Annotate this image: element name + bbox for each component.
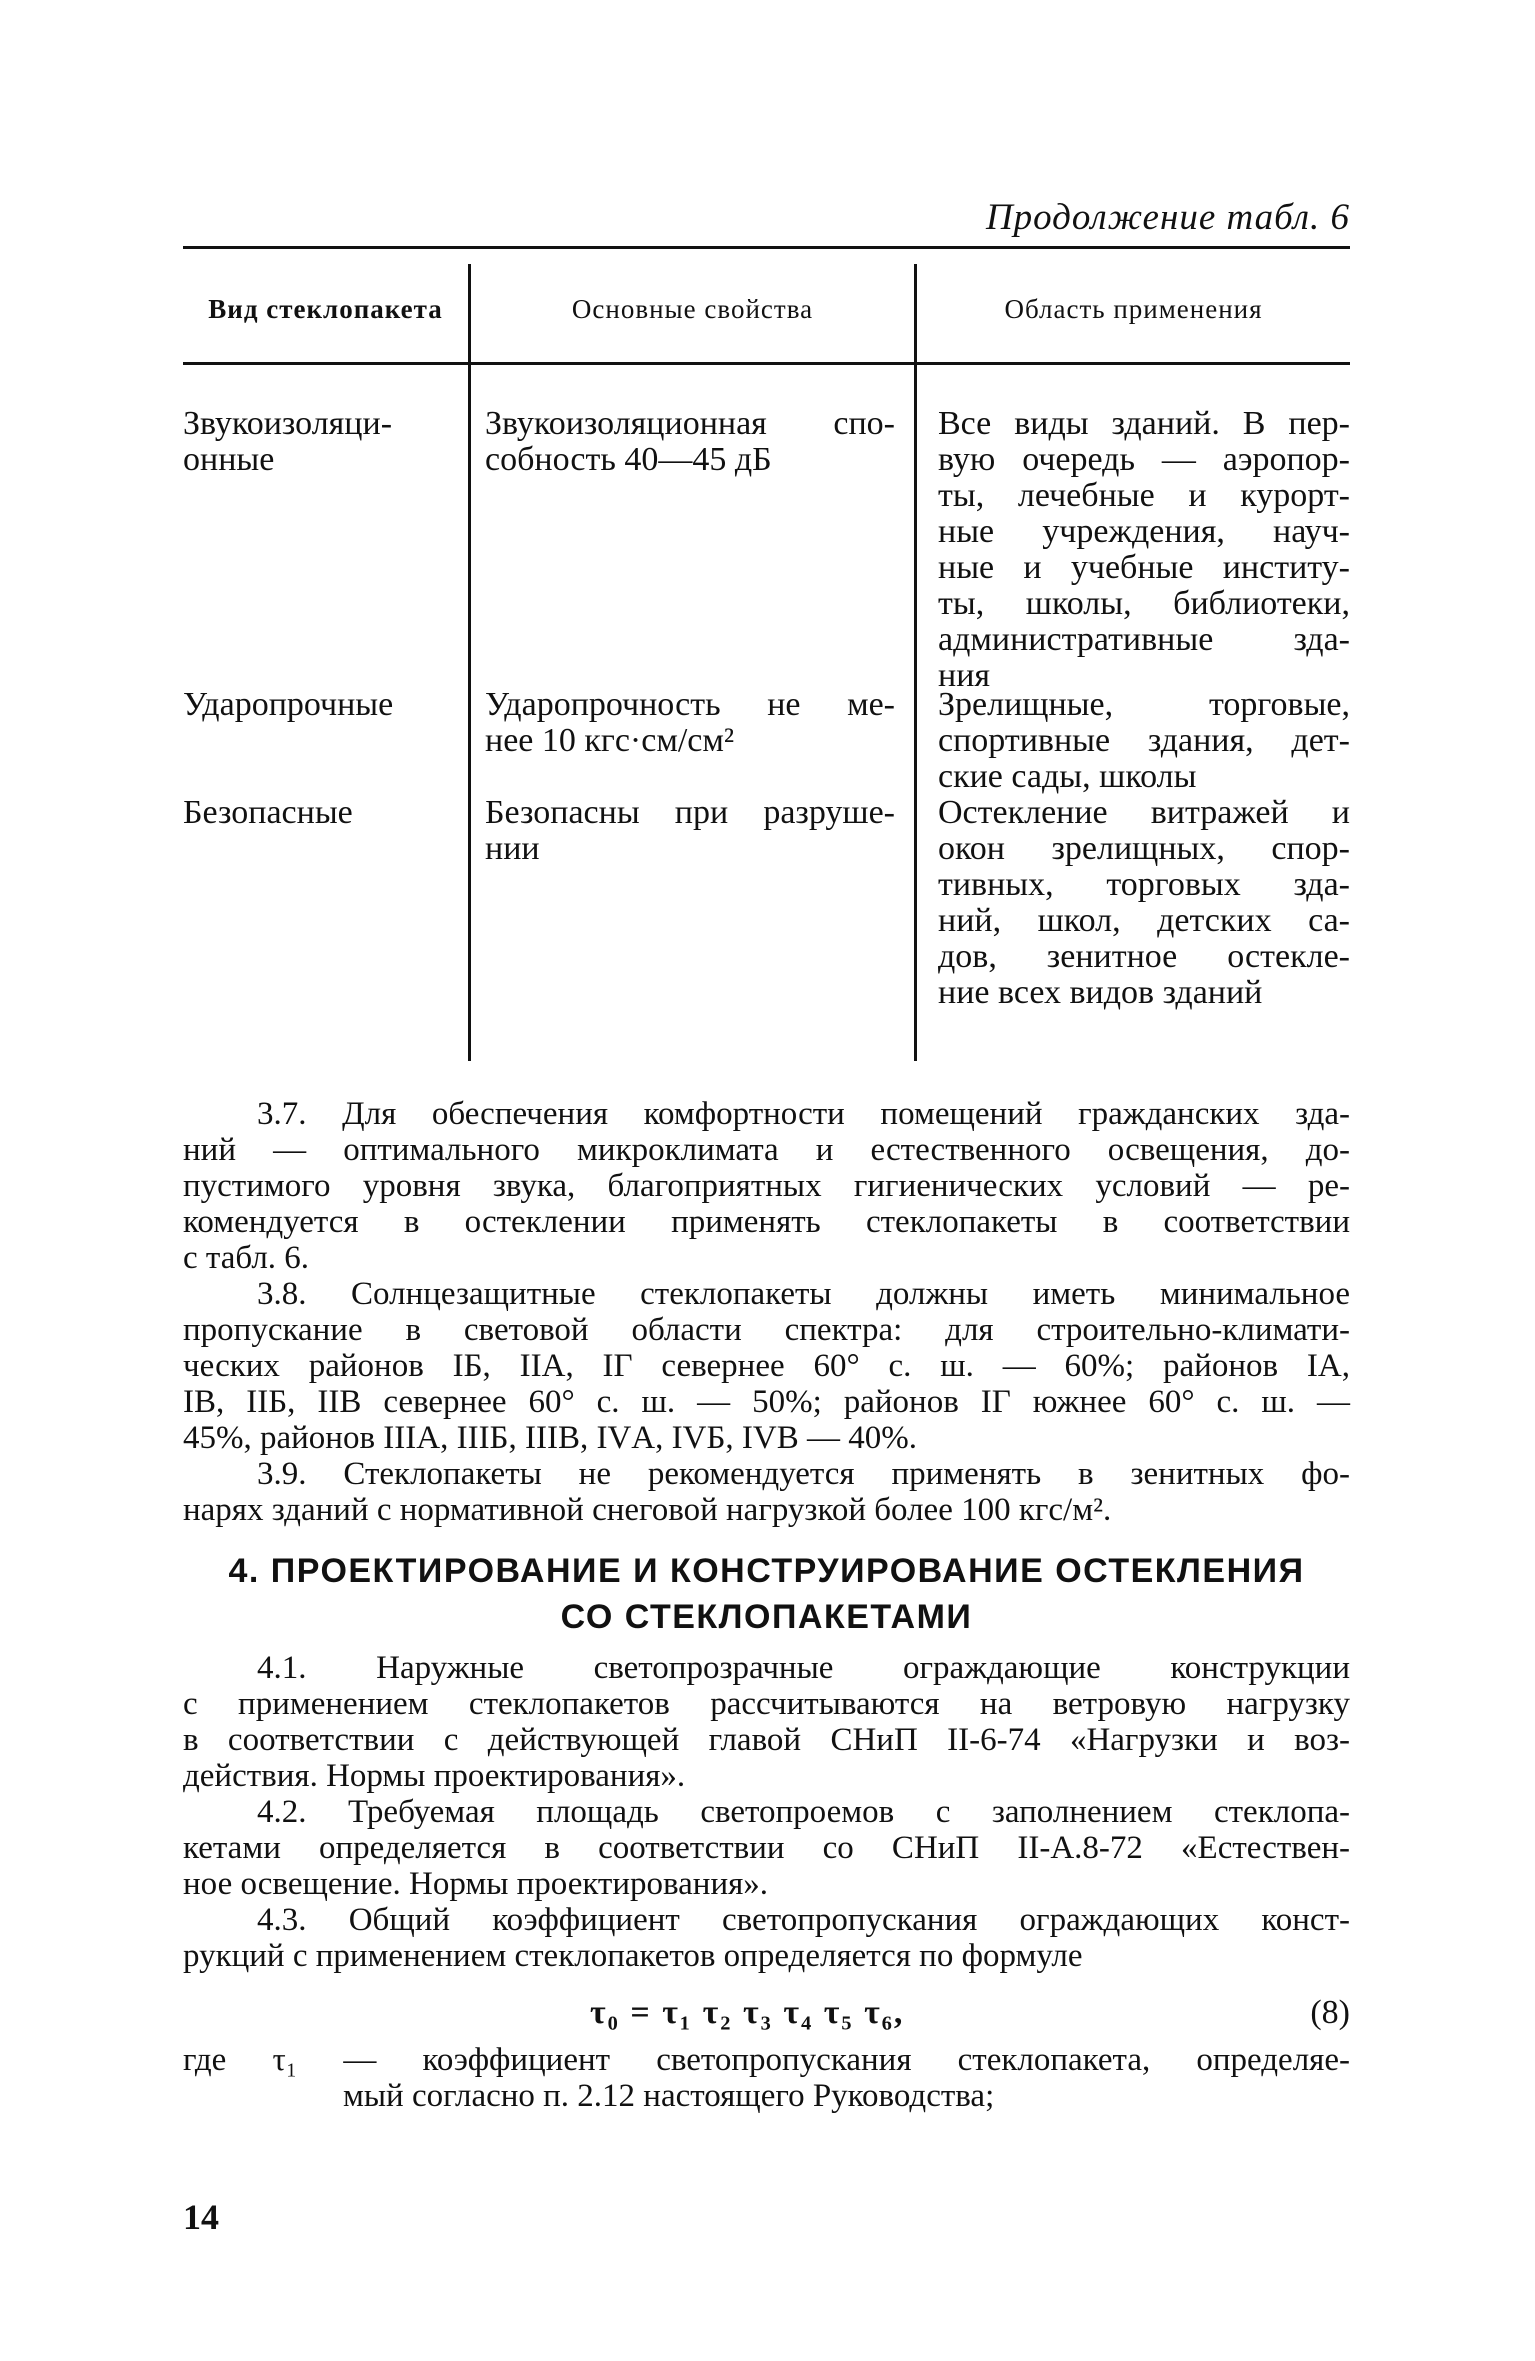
table-6 [183,246,1350,1061]
table-top-rule [183,246,1350,249]
table-header-rule [183,362,1350,365]
header-properties: Основные свойства [571,294,814,324]
table-column-divider [914,264,917,1061]
table-row-1-application: Все виды зданий. В пер- вую очередь — аэропор- ты, лечебные и курорт- ные учреждения, науч- ные и учебные институ- ты, школы, библиотеки, административные зда- ния [938,405,1350,694]
table-row-2-properties: Ударопрочность не ме- нее 10 кгс·см/см² [485,686,895,759]
paragraph-3-7: 3.7. Для обеспечения комфортности помещений гражданских зда- ний — оптимального микроклимата и естественного освещения, до- пустимого уровня звука, благоприятных гигиенических условий — ре- комендуется в остеклении применять стеклопакеты в соответствии с табл. 6. [183,1096,1350,1276]
table-row-3-type: Безопасные [183,794,353,831]
paragraph-3-9: 3.9. Стеклопакеты не рекомендуется применять в зенитных фо- нарях зданий с нормативной снеговой нагрузкой более 100 кгс/м². [183,1456,1350,1528]
formula-legend: где τ₁ — коэффициент светопропускания стеклопакета, определяе- мый согласно п. 2.12 настоящего Руководства; [183,2042,1350,2114]
table-column-divider [468,264,471,1061]
table-row-1-type: Звукоизоляци- онные [183,405,393,478]
page-number: 14 [183,2197,219,2237]
header-type: Вид стеклопакета [208,294,443,324]
header-application: Область применения [1004,294,1263,324]
table-row-3-application: Остекление витражей и окон зрелищных, спор- тивных, торговых зда- ний, школ, детских са- дов, зенитное остекле- ние всех видов зданий [938,794,1350,1011]
table-row-2-type: Ударопрочные [183,686,394,723]
paragraph-4-3: 4.3. Общий коэффициент светопропускания ограждающих конст- рукций с применением стеклопакетов определяется по формуле [183,1902,1350,1974]
equation-number: (8) [1310,1994,1350,2031]
paragraph-3-8: 3.8. Солнцезащитные стеклопакеты должны иметь минимальное пропускание в световой области спектра: для строительно-климати- ческих районов IБ, IIА, IГ севернее 60° с. ш. — 60%; районов IА, IВ, IIБ, IIВ севернее 60° с. ш. — 50%; районов IГ южнее 60° с. ш. — 45%, районов IIIА, IIIБ, IIIВ, IVА, IVБ, IVВ — 40%. [183,1276,1350,1456]
table-row-3-properties: Безопасны при разруше- нии [485,794,895,867]
section-4-heading: 4. ПРОЕКТИРОВАНИЕ И КОНСТРУИРОВАНИЕ ОСТЕКЛЕНИЯ СО СТЕКЛОПАКЕТАМИ [228,1552,1305,1636]
paragraph-4-1: 4.1. Наружные светопрозрачные ограждающие конструкции с применением стеклопакетов рассчитываются на ветровую нагрузку в соответствии с действующей главой СНиП II-6-74 «Нагрузки и воз- действия. Нормы проектирования». [183,1650,1350,1794]
table-row-2-application: Зрелищные, торговые, спортивные здания, дет- ские сады, школы [938,686,1350,795]
paragraph-4-2: 4.2. Требуемая площадь светопроемов с заполнением стеклопа- кетами определяется в соответствии со СНиП II-А.8-72 «Естествен- ное освещение. Нормы проектирования». [183,1794,1350,1902]
formula-8: τ₀ = τ₁ τ₂ τ₃ τ₄ τ₅ τ₆, [590,1994,905,2031]
table-row-1-properties: Звукоизоляционная спо- собность 40—45 дБ [485,405,895,478]
table-continuation-caption: Продолжение табл. 6 [985,197,1350,238]
